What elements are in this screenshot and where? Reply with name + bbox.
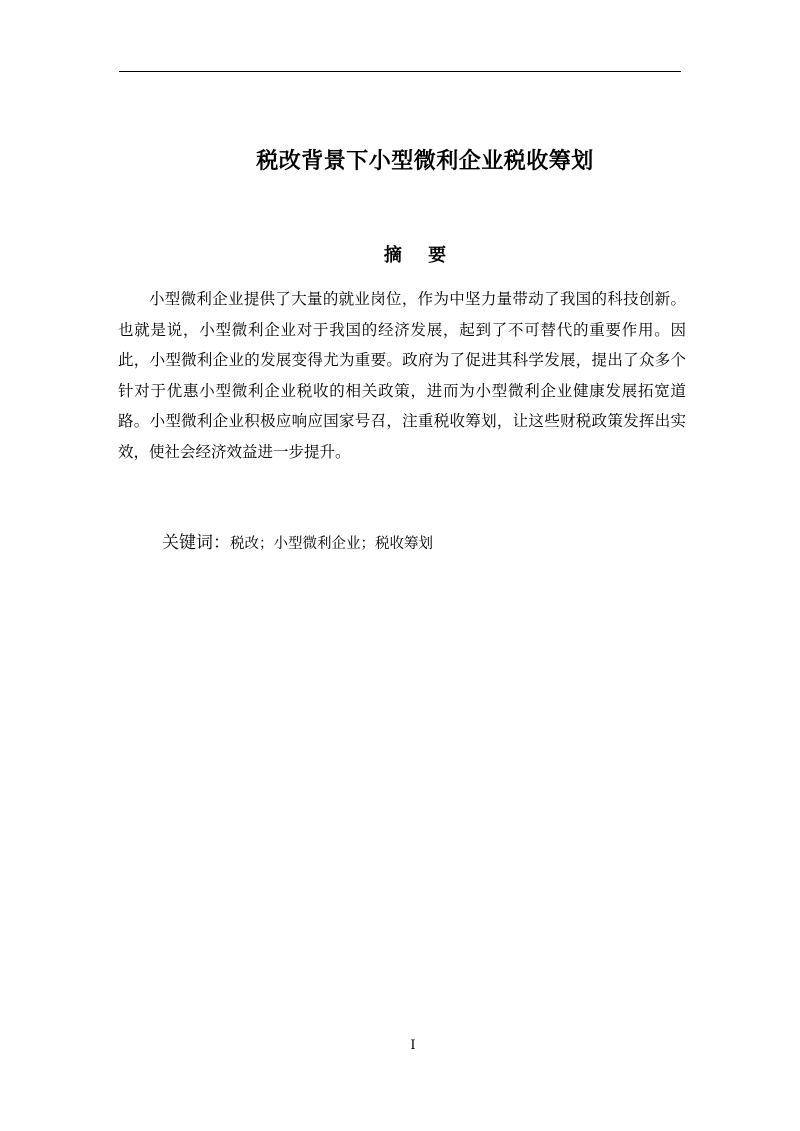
abstract-heading: 摘 要: [383, 245, 457, 266]
keywords-label: 关键词：: [162, 533, 230, 553]
document-title: 税改背景下小型微利企业税收筹划: [256, 149, 594, 174]
keywords-text: 税改；小型微利企业；税收筹划: [230, 536, 433, 552]
header-rule: [119, 71, 681, 72]
page-number: I: [410, 1038, 416, 1053]
abstract-body: 小型微利企业提供了大量的就业岗位，作为中坚力量带动了我国的科技创新。也就是说，小型微利企业对于我国的经济发展，起到了不可替代的重要作用。因此，小型微利企业的发展变得尤为重要。政府为了促进其科学发展，提出了众多个针对于优惠小型微利企业税收的相关政策，进而为小型微利企业健康发展拓宽道路。小型微利企业积极应响应国家号召，注重税收筹划，让这些财税政策发挥出实效，使社会经济效益进一步提升。: [118, 290, 686, 461]
keywords-line: [162, 530, 433, 557]
